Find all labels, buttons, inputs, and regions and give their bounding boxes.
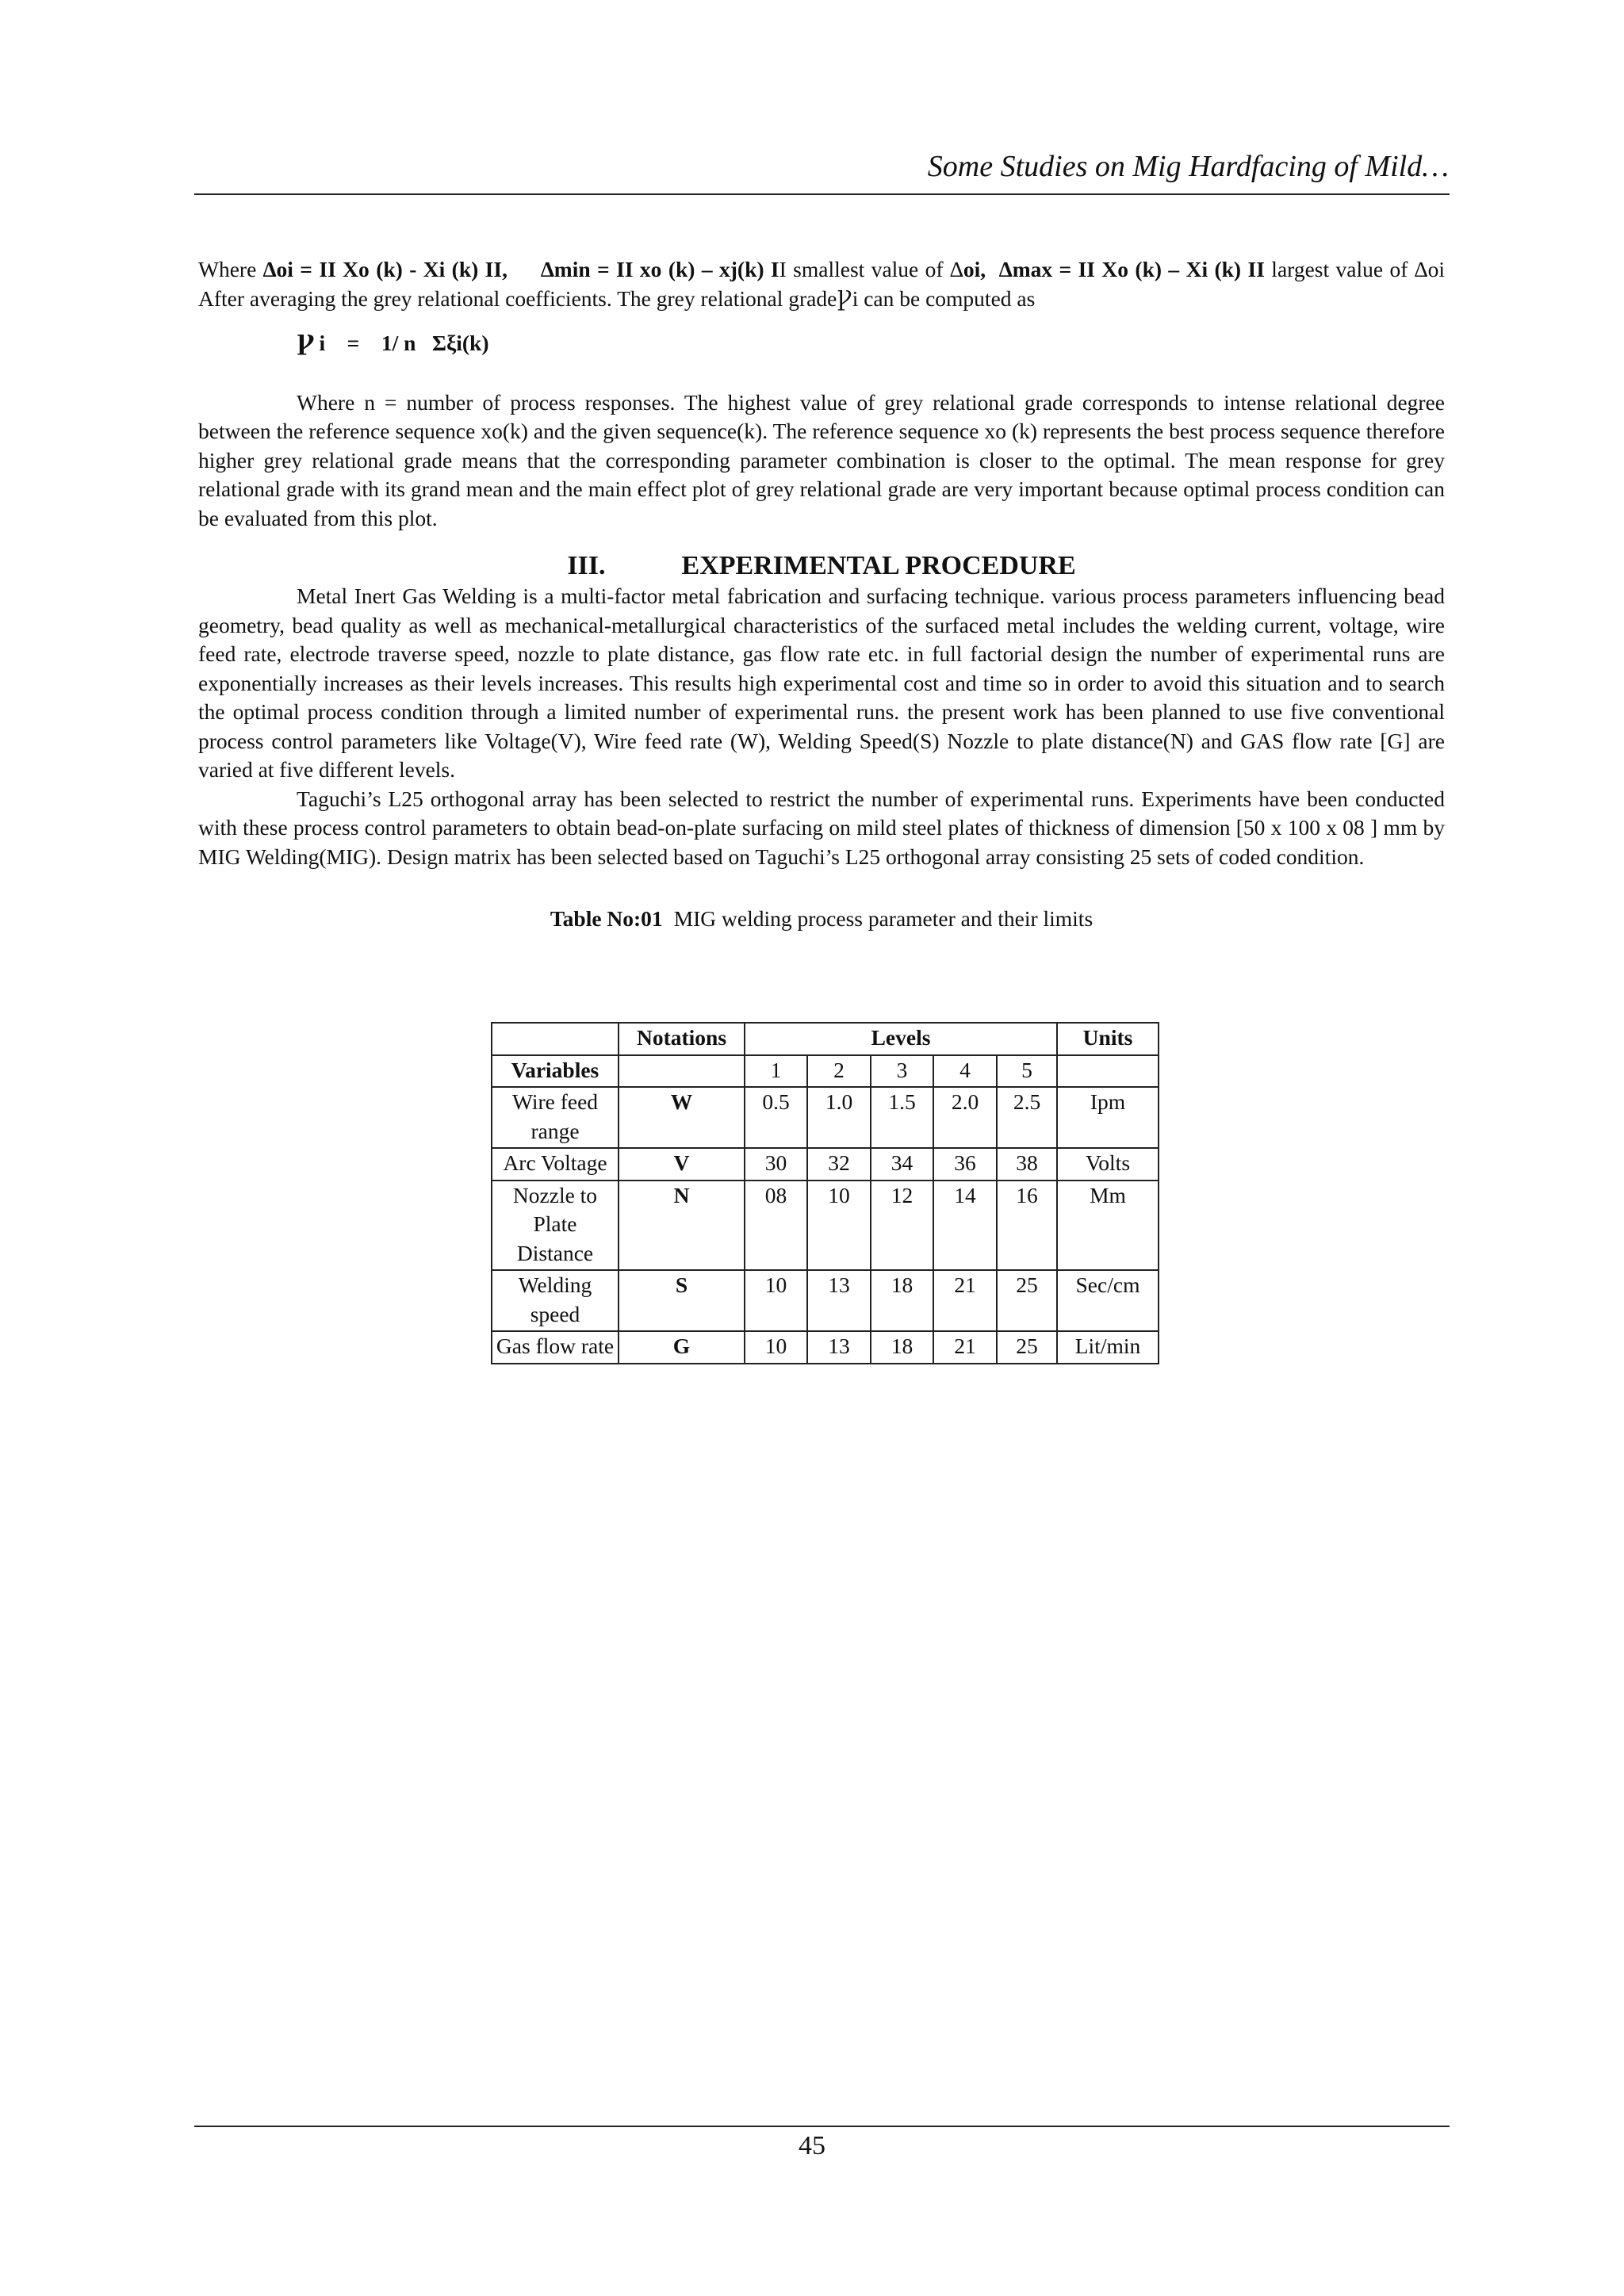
table-subheader-row bbox=[492, 1055, 1159, 1088]
table-row bbox=[492, 1148, 1159, 1181]
variable-cell: Wire feed range bbox=[492, 1087, 619, 1148]
unit-cell: Ipm bbox=[1057, 1087, 1159, 1148]
notation-cell: V bbox=[619, 1148, 745, 1181]
unit-cell: Mm bbox=[1057, 1181, 1159, 1271]
text-largest-value: largest value of ∆oi After averaging the grey relational coefficients. The grey relational gradeꝨi can be computed as bbox=[198, 257, 1445, 311]
level-cell: 38 bbox=[997, 1148, 1057, 1181]
text-oi: oi, bbox=[963, 257, 986, 281]
level-cell: 2.5 bbox=[997, 1087, 1057, 1148]
header-empty-cell bbox=[492, 1023, 619, 1055]
level-cell: 32 bbox=[807, 1148, 871, 1181]
paragraph-grey-relational-definition bbox=[198, 255, 1445, 313]
level-cell: 10 bbox=[807, 1181, 871, 1271]
section-heading bbox=[198, 550, 1445, 582]
paragraph-process-responses: Where n = number of process responses. The highest value of grey relational grade corresponds to intense relational degree between the reference sequence xo(k) and the given sequence(k). The reference sequence xo (k) represents the best process sequence therefore higher grey relational grade means that the corresponding parameter combination is closer to the optimal. The mean response for grey relational grade with its grand mean and the main effect plot of grey relational grade are very important because optimal process condition can be evaluated from this plot. bbox=[198, 389, 1445, 530]
subheader-empty-cell bbox=[619, 1055, 745, 1088]
header-variables: Variables bbox=[492, 1055, 619, 1088]
level-cell: 2.0 bbox=[933, 1087, 997, 1148]
page-body bbox=[198, 255, 1445, 945]
header-notations: Notations bbox=[619, 1023, 745, 1055]
level-cell: 10 bbox=[745, 1270, 807, 1331]
process-parameter-table bbox=[491, 1022, 1159, 1364]
level-cell: 30 bbox=[745, 1148, 807, 1181]
table-row bbox=[492, 1270, 1159, 1331]
text-smallest-value: I smallest value of ∆ bbox=[779, 257, 963, 281]
level-cell: 08 bbox=[745, 1181, 807, 1271]
level-cell: 25 bbox=[997, 1270, 1057, 1331]
table-caption-label: Table No:01 bbox=[550, 906, 663, 931]
level-cell: 1.5 bbox=[871, 1087, 933, 1148]
level-cell: 14 bbox=[933, 1181, 997, 1271]
header-rule bbox=[194, 193, 1450, 195]
variable-cell: Arc Voltage bbox=[492, 1148, 619, 1181]
variable-cell: Nozzle to Plate Distance bbox=[492, 1181, 619, 1271]
level-cell: 0.5 bbox=[745, 1087, 807, 1148]
variable-cell: Gas flow rate bbox=[492, 1331, 619, 1364]
table-header-row bbox=[492, 1023, 1159, 1055]
level-number: 1 bbox=[745, 1055, 807, 1088]
unit-cell: Sec/cm bbox=[1057, 1270, 1159, 1331]
level-cell: 21 bbox=[933, 1270, 997, 1331]
grey-relational-grade-formula: Ꝩ i = 1/ n Σξi(k) bbox=[297, 331, 489, 355]
level-cell: 34 bbox=[871, 1148, 933, 1181]
section-number: III. bbox=[567, 551, 606, 580]
table-caption-text: MIG welding process parameter and their limits bbox=[673, 906, 1094, 931]
delta-max-definition: ∆max = II Xo (k) – Xi (k) II bbox=[998, 257, 1265, 281]
notation-cell: W bbox=[619, 1087, 745, 1148]
table-caption bbox=[198, 905, 1445, 934]
level-cell: 1.0 bbox=[807, 1087, 871, 1148]
level-cell: 16 bbox=[997, 1181, 1057, 1271]
section-title: EXPERIMENTAL PROCEDURE bbox=[681, 551, 1076, 580]
delta-oi-definition: ∆oi = II Xo (k) - Xi (k) II, bbox=[262, 257, 508, 281]
text-where: Where bbox=[198, 257, 263, 281]
level-cell: 18 bbox=[871, 1331, 933, 1364]
level-cell: 25 bbox=[997, 1331, 1057, 1364]
paragraph-mig-welding: Metal Inert Gas Welding is a multi-factor metal fabrication and surfacing technique. various process parameters influencing bead geometry, bead quality as well as mechanical-metallurgical characteristics of the surfaced metal includes the welding current, voltage, wire feed rate, electrode traverse speed, nozzle to plate distance, gas flow rate etc. in full factorial design the number of experimental runs are exponentially increases as their levels increases. This results high experimental cost and time so in order to avoid this situation and to search the optimal process condition through a limited number of experimental runs. the present work has been planned to use five conventional process control parameters like Voltage(V), Wire feed rate (W), Welding Speed(S) Nozzle to plate distance(N) and GAS flow rate [G] are varied at five different levels. bbox=[198, 584, 1445, 782]
level-number: 2 bbox=[807, 1055, 871, 1088]
header-units: Units bbox=[1057, 1023, 1159, 1055]
paragraph-taguchi: Taguchi’s L25 orthogonal array has been selected to restrict the number of experimental runs. Experiments have been conducted with these process control parameters to obtain bead-on-plate surfacing on mild steel plates of thickness of dimension [50 x 100 x 08 ] mm by MIG Welding(MIG). Design matrix has been selected based on Taguchi’s L25 orthogonal array consisting 25 sets of coded condition. bbox=[198, 786, 1445, 869]
level-cell: 13 bbox=[807, 1270, 871, 1331]
running-header: Some Studies on Mig Hardfacing of Mild… bbox=[927, 150, 1449, 183]
text-spacer bbox=[986, 257, 999, 281]
subheader-empty-cell bbox=[1057, 1055, 1159, 1088]
text-gap bbox=[508, 257, 541, 281]
level-cell: 21 bbox=[933, 1331, 997, 1364]
level-number: 3 bbox=[871, 1055, 933, 1088]
page-number: 45 bbox=[799, 2131, 825, 2160]
header-levels: Levels bbox=[745, 1023, 1057, 1055]
level-cell: 12 bbox=[871, 1181, 933, 1271]
table-row bbox=[492, 1181, 1159, 1271]
variable-cell: Welding speed bbox=[492, 1270, 619, 1331]
unit-cell: Volts bbox=[1057, 1148, 1159, 1181]
level-cell: 10 bbox=[745, 1331, 807, 1364]
notation-cell: S bbox=[619, 1270, 745, 1331]
table-row bbox=[492, 1087, 1159, 1148]
table-row bbox=[492, 1331, 1159, 1364]
notation-cell: N bbox=[619, 1181, 745, 1271]
level-cell: 36 bbox=[933, 1148, 997, 1181]
unit-cell: Lit/min bbox=[1057, 1331, 1159, 1364]
footer-rule bbox=[194, 2126, 1450, 2127]
level-number: 5 bbox=[997, 1055, 1057, 1088]
delta-min-definition: ∆min = II xo (k) – xj(k) I bbox=[540, 257, 779, 281]
level-number: 4 bbox=[933, 1055, 997, 1088]
level-cell: 13 bbox=[807, 1331, 871, 1364]
level-cell: 18 bbox=[871, 1270, 933, 1331]
notation-cell: G bbox=[619, 1331, 745, 1364]
